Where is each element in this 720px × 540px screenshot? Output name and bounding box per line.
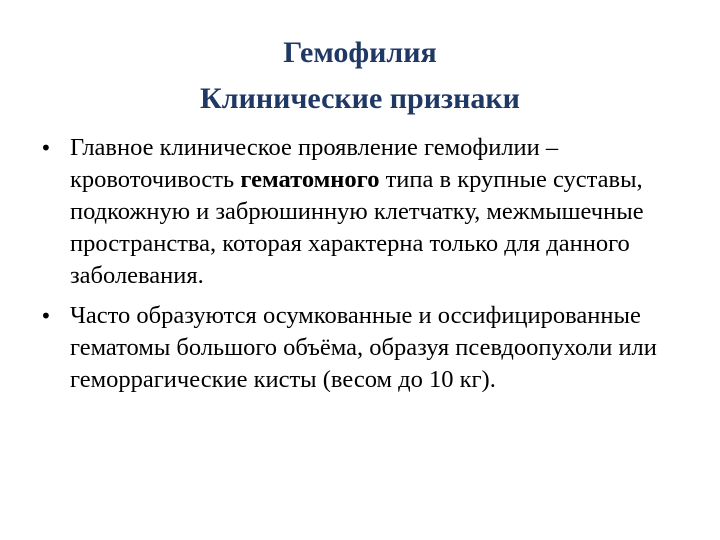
bullet-list bbox=[40, 132, 690, 404]
bullet-2-text: Часто образуются осумкованные и оссифицированные гематомы большого объёма, образуя псевдоопухоли или геморрагические кисты (весом до 10 кг). bbox=[70, 302, 657, 393]
bullet-1-text-before: Главное клиническое проявление гемофилии – кровоточивость bbox=[70, 134, 559, 193]
bullet-1-text-bold: гематомного bbox=[240, 166, 380, 193]
bullet-dot-icon: • bbox=[40, 304, 52, 328]
bullet-item-1 bbox=[40, 132, 690, 292]
bullet-item-2 bbox=[40, 300, 690, 396]
bullet-1-text-after: типа в крупные суставы, подкожную и забрюшинную клетчатку, межмышечные пространства, которая характерна только для данного заболевания. bbox=[70, 166, 644, 289]
slide-title bbox=[0, 30, 720, 122]
slide-title-line-1: Гемофилия bbox=[283, 36, 437, 69]
bullet-dot-icon: • bbox=[40, 136, 52, 160]
slide-title-line-2: Клинические признаки bbox=[200, 82, 520, 115]
